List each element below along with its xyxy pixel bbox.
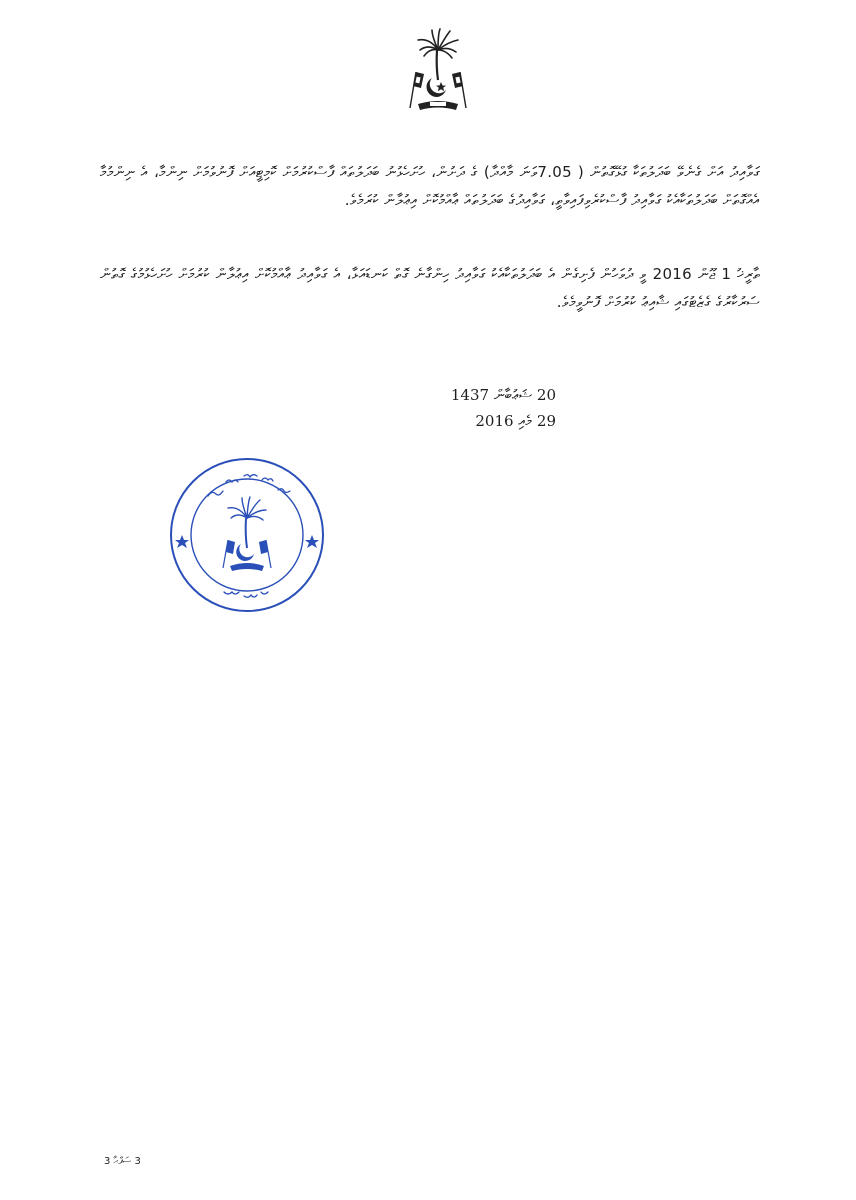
gregorian-year: 2016 xyxy=(475,412,514,430)
gregorian-month: މެއި xyxy=(518,412,533,430)
hijri-day: 20 xyxy=(536,386,556,404)
hijri-month: ޝަޢުބާން xyxy=(493,386,533,404)
announcement-paragraph-1: ގަވާއިދު އަށް ގެނެވޭ ބަދަލުތަކާ ގުޅޭގޮތުން ( 7.05ވަނަ މާއްދާ) ގެ ދަށުން، ހުށަހެޅުނު ބަދަލުތައް ފާސްކުރުމަށް ކޮމިޓީއަށް ފޮނުވުމަށް ނިންމާ، އެ ނިންމުމާ އެއްގޮތަށް ބަދަލުތަކާއެކު ގަވާއިދު ފާސްކުރެވިފައިވާތީ، ގަވާއިދުގެ ބަދަލުތައް ޢާއްމުކޮށް އިޢުލާން ކުރަމެވެ. xyxy=(100,163,760,209)
gregorian-day: 29 xyxy=(536,412,556,430)
gregorian-date xyxy=(475,412,556,430)
hijri-date xyxy=(451,386,556,404)
hijri-year: 1437 xyxy=(450,386,490,404)
state-emblem xyxy=(402,28,474,118)
official-seal-stamp xyxy=(168,456,326,614)
announcement-paragraph-2: ތާރީޚު 1 ޖޫން 2016 ވީ ދުވަހުން ފެށިގެން އެ ބަދަލުތަކާއެކު ގަވާއިދު ހިންގާނެ ގޮތް ކަނޑައަޅާ، އެ ގަވާއިދު ޢާއްމުކޮށް އިޢުލާން ކުރުމަށް ހުށަހެޅުމުގެ ގޮތުން ސަރުކާރުގެ ގެޒެޓުގައި ޝާއިޢު ކުރުމަށް ފޮނުވީމެވެ. xyxy=(100,265,760,311)
page-footer: 3 ސަފްޙާ 3 xyxy=(104,1156,141,1167)
